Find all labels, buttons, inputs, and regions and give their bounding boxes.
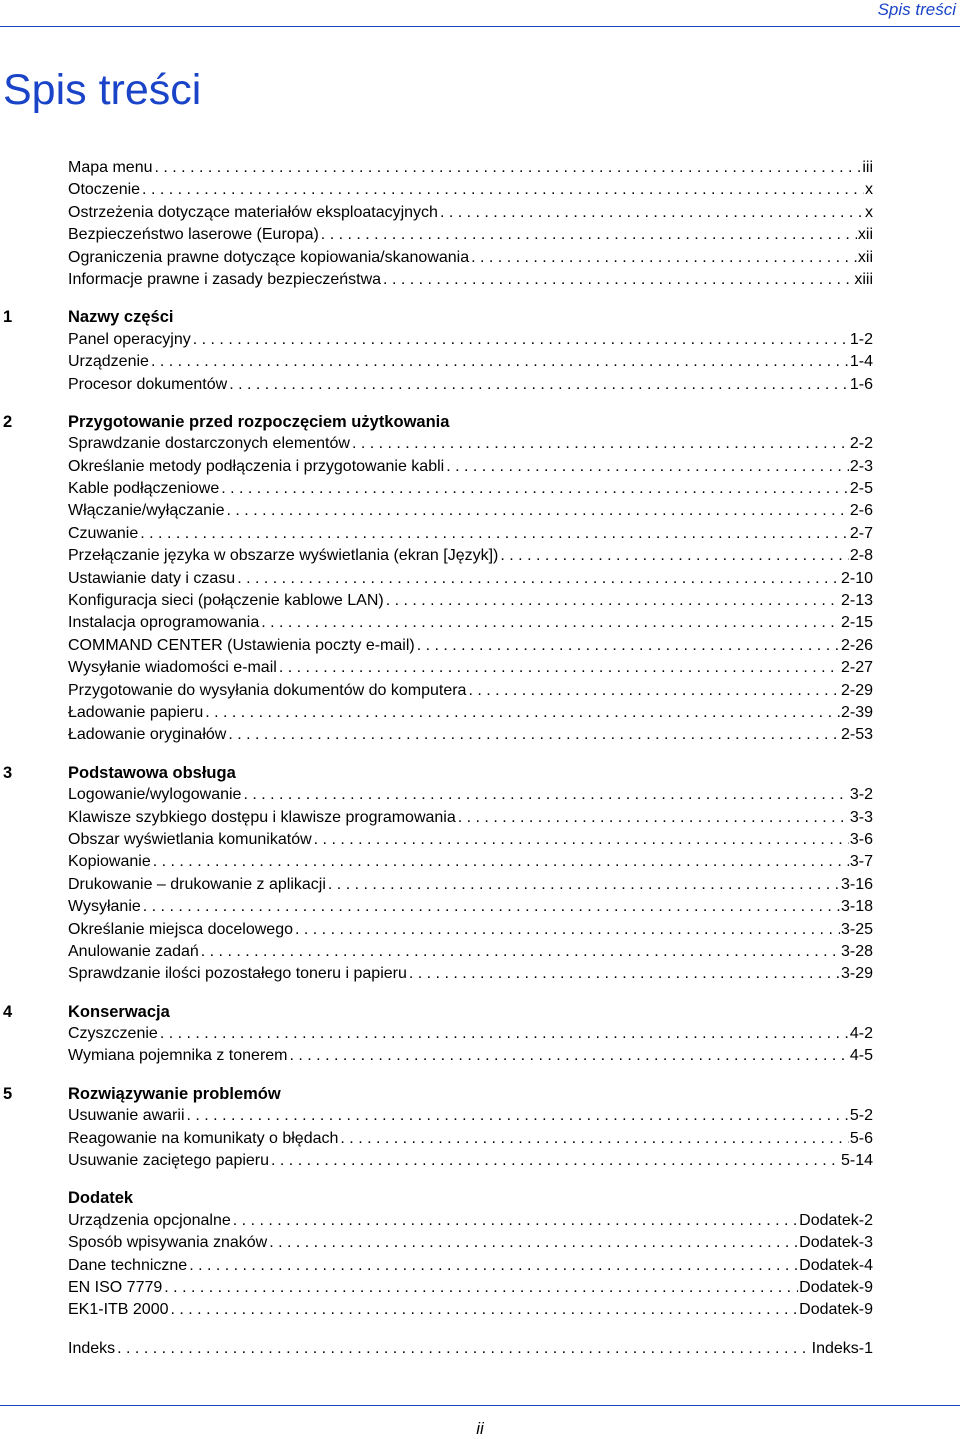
- dot-leader: [160, 1023, 849, 1045]
- toc-entry-label: Panel operacyjny: [68, 330, 191, 348]
- toc-entry-page: 2-3: [849, 457, 873, 475]
- dot-leader: [151, 351, 849, 373]
- chapter-number: 3: [3, 763, 13, 782]
- table-of-contents: [0, 157, 960, 1360]
- toc-entry-label: COMMAND CENTER (Ustawienia poczty e-mail): [68, 636, 415, 654]
- toc-entry[interactable]: [68, 1210, 873, 1232]
- toc-entry-page: 2-15: [840, 614, 873, 632]
- toc-entry[interactable]: [68, 433, 873, 455]
- toc-entry[interactable]: [68, 657, 873, 679]
- toc-entry[interactable]: [68, 157, 873, 179]
- header-rule: [0, 26, 960, 27]
- toc-entry-page: Dodatek-9: [799, 1301, 873, 1319]
- toc-entry-page: 1-4: [849, 353, 873, 371]
- toc-entry[interactable]: [68, 1045, 873, 1067]
- toc-entry[interactable]: [68, 807, 873, 829]
- toc-entry-label: Urządzenie: [68, 353, 149, 371]
- dot-leader: [229, 374, 849, 396]
- dot-leader: [155, 157, 862, 179]
- dot-leader: [290, 1045, 849, 1067]
- dot-leader: [500, 545, 848, 567]
- toc-entry-page: 3-29: [840, 965, 873, 983]
- dot-leader: [468, 680, 840, 702]
- toc-entry-label: Informacje prawne i zasady bezpieczeństwa: [68, 270, 382, 288]
- toc-entry-label: Włączanie/wyłączanie: [68, 502, 225, 520]
- dot-leader: [117, 1338, 810, 1360]
- toc-entry-page: 5-6: [849, 1129, 873, 1147]
- toc-entry[interactable]: [68, 829, 873, 851]
- toc-entry-page: 3-16: [840, 875, 873, 893]
- dot-leader: [279, 657, 840, 679]
- toc-entry-page: 2-10: [840, 569, 873, 587]
- dot-leader: [228, 724, 840, 746]
- toc-entry-label: Obszar wyświetlania komunikatów: [68, 830, 312, 848]
- dot-leader: [295, 919, 840, 941]
- toc-entry[interactable]: [68, 374, 873, 396]
- dot-leader: [340, 1128, 848, 1150]
- toc-entry-page: 2-2: [849, 435, 873, 453]
- toc-entry-page: 2-6: [849, 502, 873, 520]
- toc-entry[interactable]: [68, 179, 873, 201]
- toc-entry-page: 4-5: [849, 1047, 873, 1065]
- toc-entry[interactable]: [68, 456, 873, 478]
- dot-leader: [471, 247, 857, 269]
- toc-entry-page: 2-5: [849, 480, 873, 498]
- toc-entry[interactable]: [68, 202, 873, 224]
- toc-entry-page: Dodatek-9: [799, 1278, 873, 1296]
- dot-leader: [417, 635, 840, 657]
- dot-leader: [321, 224, 857, 246]
- toc-entry-page: 2-26: [840, 636, 873, 654]
- toc-entry-page: 3-18: [840, 898, 873, 916]
- toc-entry[interactable]: [68, 247, 873, 269]
- toc-entry[interactable]: [68, 1338, 873, 1360]
- dot-leader: [314, 829, 849, 851]
- toc-entry[interactable]: [68, 1277, 873, 1299]
- toc-entry-label: Ustawianie daty i czasu: [68, 569, 236, 587]
- toc-entry[interactable]: [68, 680, 873, 702]
- toc-entry-page: 2-8: [849, 547, 873, 565]
- toc-entry-page: Indeks-1: [811, 1339, 873, 1357]
- toc-entry-label: Ładowanie papieru: [68, 703, 204, 721]
- toc-entry[interactable]: [68, 523, 873, 545]
- dot-leader: [271, 1150, 840, 1172]
- dot-leader: [458, 807, 849, 829]
- toc-entry-label: Ograniczenia prawne dotyczące kopiowania/skanowania: [68, 248, 470, 266]
- chapter-title: Podstawowa obsługa: [68, 763, 236, 782]
- toc-entry[interactable]: [68, 269, 873, 291]
- toc-entry-label: Konfiguracja sieci (połączenie kablowe LAN): [68, 592, 384, 610]
- toc-entry[interactable]: [68, 500, 873, 522]
- dot-leader: [446, 456, 849, 478]
- toc-entry-page: xiii: [854, 270, 873, 288]
- toc-entry-label: Określanie metody podłączenia i przygotowanie kabli: [68, 457, 445, 475]
- toc-entry-label: Reagowanie na komunikaty o błędach: [68, 1129, 339, 1147]
- toc-entry[interactable]: [68, 224, 873, 246]
- toc-entry[interactable]: [68, 635, 873, 657]
- dot-leader: [227, 500, 849, 522]
- toc-entry-page: Dodatek-2: [799, 1211, 873, 1229]
- dot-leader: [221, 478, 849, 500]
- toc-entry[interactable]: [68, 1232, 873, 1254]
- dot-leader: [440, 202, 864, 224]
- dot-leader: [164, 1277, 798, 1299]
- toc-entry-label: Drukowanie – drukowanie z aplikacji: [68, 875, 326, 893]
- chapter-heading[interactable]: [0, 1187, 960, 1209]
- dot-leader: [153, 851, 849, 873]
- dot-leader: [383, 269, 853, 291]
- toc-entry-page: 3-6: [849, 830, 873, 848]
- toc-entry-label: Kable podłączeniowe: [68, 480, 220, 498]
- toc-entry-label: Procesor dokumentów: [68, 375, 228, 393]
- dot-leader: [328, 874, 840, 896]
- dot-leader: [409, 963, 840, 985]
- toc-entry-page: 3-25: [840, 920, 873, 938]
- toc-entry[interactable]: [68, 941, 873, 963]
- dot-leader: [193, 329, 849, 351]
- chapter-number: 5: [3, 1084, 13, 1103]
- chapter-title: Konserwacja: [68, 1002, 170, 1021]
- dot-leader: [243, 784, 848, 806]
- toc-entry-page: 4-2: [849, 1025, 873, 1043]
- toc-entry[interactable]: [68, 1105, 873, 1127]
- toc-entry-page: xii: [857, 226, 873, 244]
- toc-entry-page: 2-53: [840, 726, 873, 744]
- toc-entry-label: Logowanie/wylogowanie: [68, 786, 242, 804]
- toc-entry-label: Czuwanie: [68, 524, 139, 542]
- toc-entry-page: 2-29: [840, 681, 873, 699]
- spacer: [0, 1322, 960, 1338]
- toc-entry[interactable]: [68, 1128, 873, 1150]
- toc-entry-page: 2-27: [840, 659, 873, 677]
- chapter-title: Rozwiązywanie problemów: [68, 1084, 281, 1103]
- toc-entry-label: EN ISO 7779: [68, 1278, 163, 1296]
- chapter-heading[interactable]: [0, 1083, 960, 1105]
- toc-entry[interactable]: [68, 874, 873, 896]
- chapter-heading[interactable]: [0, 1001, 960, 1023]
- toc-entry-page: Dodatek-3: [799, 1234, 873, 1252]
- toc-entry[interactable]: [68, 351, 873, 373]
- toc-entry[interactable]: [68, 724, 873, 746]
- toc-entry[interactable]: [68, 963, 873, 985]
- toc-entry[interactable]: [68, 1150, 873, 1172]
- toc-entry-label: Indeks: [68, 1339, 116, 1357]
- dot-leader: [237, 568, 840, 590]
- toc-entry-label: Usuwanie zaciętego papieru: [68, 1152, 270, 1170]
- toc-entry-label: Anulowanie zadań: [68, 942, 199, 960]
- toc-entry[interactable]: [68, 1023, 873, 1045]
- dot-leader: [261, 612, 840, 634]
- toc-entry[interactable]: [68, 919, 873, 941]
- dot-leader: [171, 1299, 799, 1321]
- page-title: Spis treści: [3, 66, 202, 114]
- dot-leader: [142, 179, 864, 201]
- toc-entry[interactable]: [68, 1299, 873, 1321]
- toc-entry-page: 2-13: [840, 592, 873, 610]
- chapter-heading[interactable]: [0, 762, 960, 784]
- toc-entry-page: 5-14: [840, 1152, 873, 1170]
- toc-entry-label: Urządzenia opcjonalne: [68, 1211, 231, 1229]
- toc-entry-label: Wysyłanie wiadomości e-mail: [68, 659, 277, 677]
- toc-entry-label: Sposób wpisywania znaków: [68, 1234, 268, 1252]
- toc-entry-label: Wysyłanie: [68, 898, 141, 916]
- toc-entry[interactable]: [68, 329, 873, 351]
- toc-entry-page: 2-39: [840, 703, 873, 721]
- dot-leader: [352, 433, 849, 455]
- dot-leader: [201, 941, 840, 963]
- toc-entry-label: Przygotowanie do wysyłania dokumentów do komputera: [68, 681, 467, 699]
- toc-entry[interactable]: [68, 545, 873, 567]
- toc-entry[interactable]: [68, 702, 873, 724]
- chapter-heading[interactable]: [0, 306, 960, 328]
- toc-entry-page: xii: [857, 248, 873, 266]
- toc-entry[interactable]: [68, 590, 873, 612]
- toc-entry-page: 3-2: [849, 786, 873, 804]
- running-header: Spis treści: [877, 0, 956, 19]
- chapter-number: 2: [3, 412, 13, 431]
- dot-leader: [233, 1210, 798, 1232]
- toc-entry-label: Usuwanie awarii: [68, 1107, 185, 1125]
- dot-leader: [140, 523, 849, 545]
- chapter-heading[interactable]: [0, 411, 960, 433]
- chapter-title: Przygotowanie przed rozpoczęciem użytkowania: [68, 412, 450, 431]
- toc-entry-page: 3-3: [849, 808, 873, 826]
- toc-entry-label: Otoczenie: [68, 181, 141, 199]
- footer-rule: [0, 1405, 960, 1406]
- toc-entry-page: 1-6: [849, 375, 873, 393]
- page-number: ii: [476, 1419, 484, 1438]
- toc-entry-label: Kopiowanie: [68, 853, 151, 871]
- toc-entry-label: Instalacja oprogramowania: [68, 614, 260, 632]
- dot-leader: [187, 1105, 849, 1127]
- toc-entry-page: iii: [862, 159, 873, 176]
- toc-entry-label: Mapa menu: [68, 159, 153, 176]
- toc-entry[interactable]: [68, 478, 873, 500]
- toc-entry-label: Bezpieczeństwo laserowe (Europa): [68, 226, 319, 244]
- toc-entry-label: Ostrzeżenia dotyczące materiałów eksploatacyjnych: [68, 203, 438, 221]
- toc-entry-label: Czyszczenie: [68, 1025, 158, 1043]
- toc-entry-label: Dane techniczne: [68, 1256, 188, 1274]
- chapter-number: 1: [3, 308, 13, 327]
- dot-leader: [205, 702, 840, 724]
- toc-entry-page: 1-2: [849, 330, 873, 348]
- dot-leader: [386, 590, 840, 612]
- toc-entry-label: EK1-ITB 2000: [68, 1301, 169, 1319]
- chapter-title: Nazwy części: [68, 308, 174, 327]
- toc-entry-label: Przełączanie języka w obszarze wyświetlania (ekran [Język]): [68, 547, 499, 565]
- toc-entry-page: 3-28: [840, 942, 873, 960]
- toc-entry[interactable]: [68, 612, 873, 634]
- toc-entry-label: Klawisze szybkiego dostępu i klawisze programowania: [68, 808, 456, 826]
- dot-leader: [189, 1255, 798, 1277]
- toc-entry-page: x: [865, 203, 873, 221]
- dot-leader: [143, 896, 840, 918]
- toc-entry-label: Sprawdzanie ilości pozostałego toneru i papieru: [68, 965, 407, 983]
- toc-entry-page: Dodatek-4: [799, 1256, 873, 1274]
- dot-leader: [269, 1232, 798, 1254]
- toc-entry[interactable]: [68, 784, 873, 806]
- toc-entry-page: x: [865, 181, 873, 199]
- toc-entry-label: Sprawdzanie dostarczonych elementów: [68, 435, 350, 453]
- toc-entry-label: Ładowanie oryginałów: [68, 726, 227, 744]
- toc-entry-label: Wymiana pojemnika z tonerem: [68, 1047, 288, 1065]
- toc-entry-page: 2-7: [849, 524, 873, 542]
- chapter-number: 4: [3, 1002, 13, 1021]
- toc-entry[interactable]: [68, 1255, 873, 1277]
- toc-entry[interactable]: [68, 851, 873, 873]
- toc-entry-page: 5-2: [849, 1107, 873, 1125]
- toc-entry[interactable]: [68, 896, 873, 918]
- toc-entry-page: 3-7: [849, 853, 873, 871]
- chapter-title: Dodatek: [68, 1189, 134, 1208]
- toc-entry[interactable]: [68, 568, 873, 590]
- toc-entry-label: Określanie miejsca docelowego: [68, 920, 293, 938]
